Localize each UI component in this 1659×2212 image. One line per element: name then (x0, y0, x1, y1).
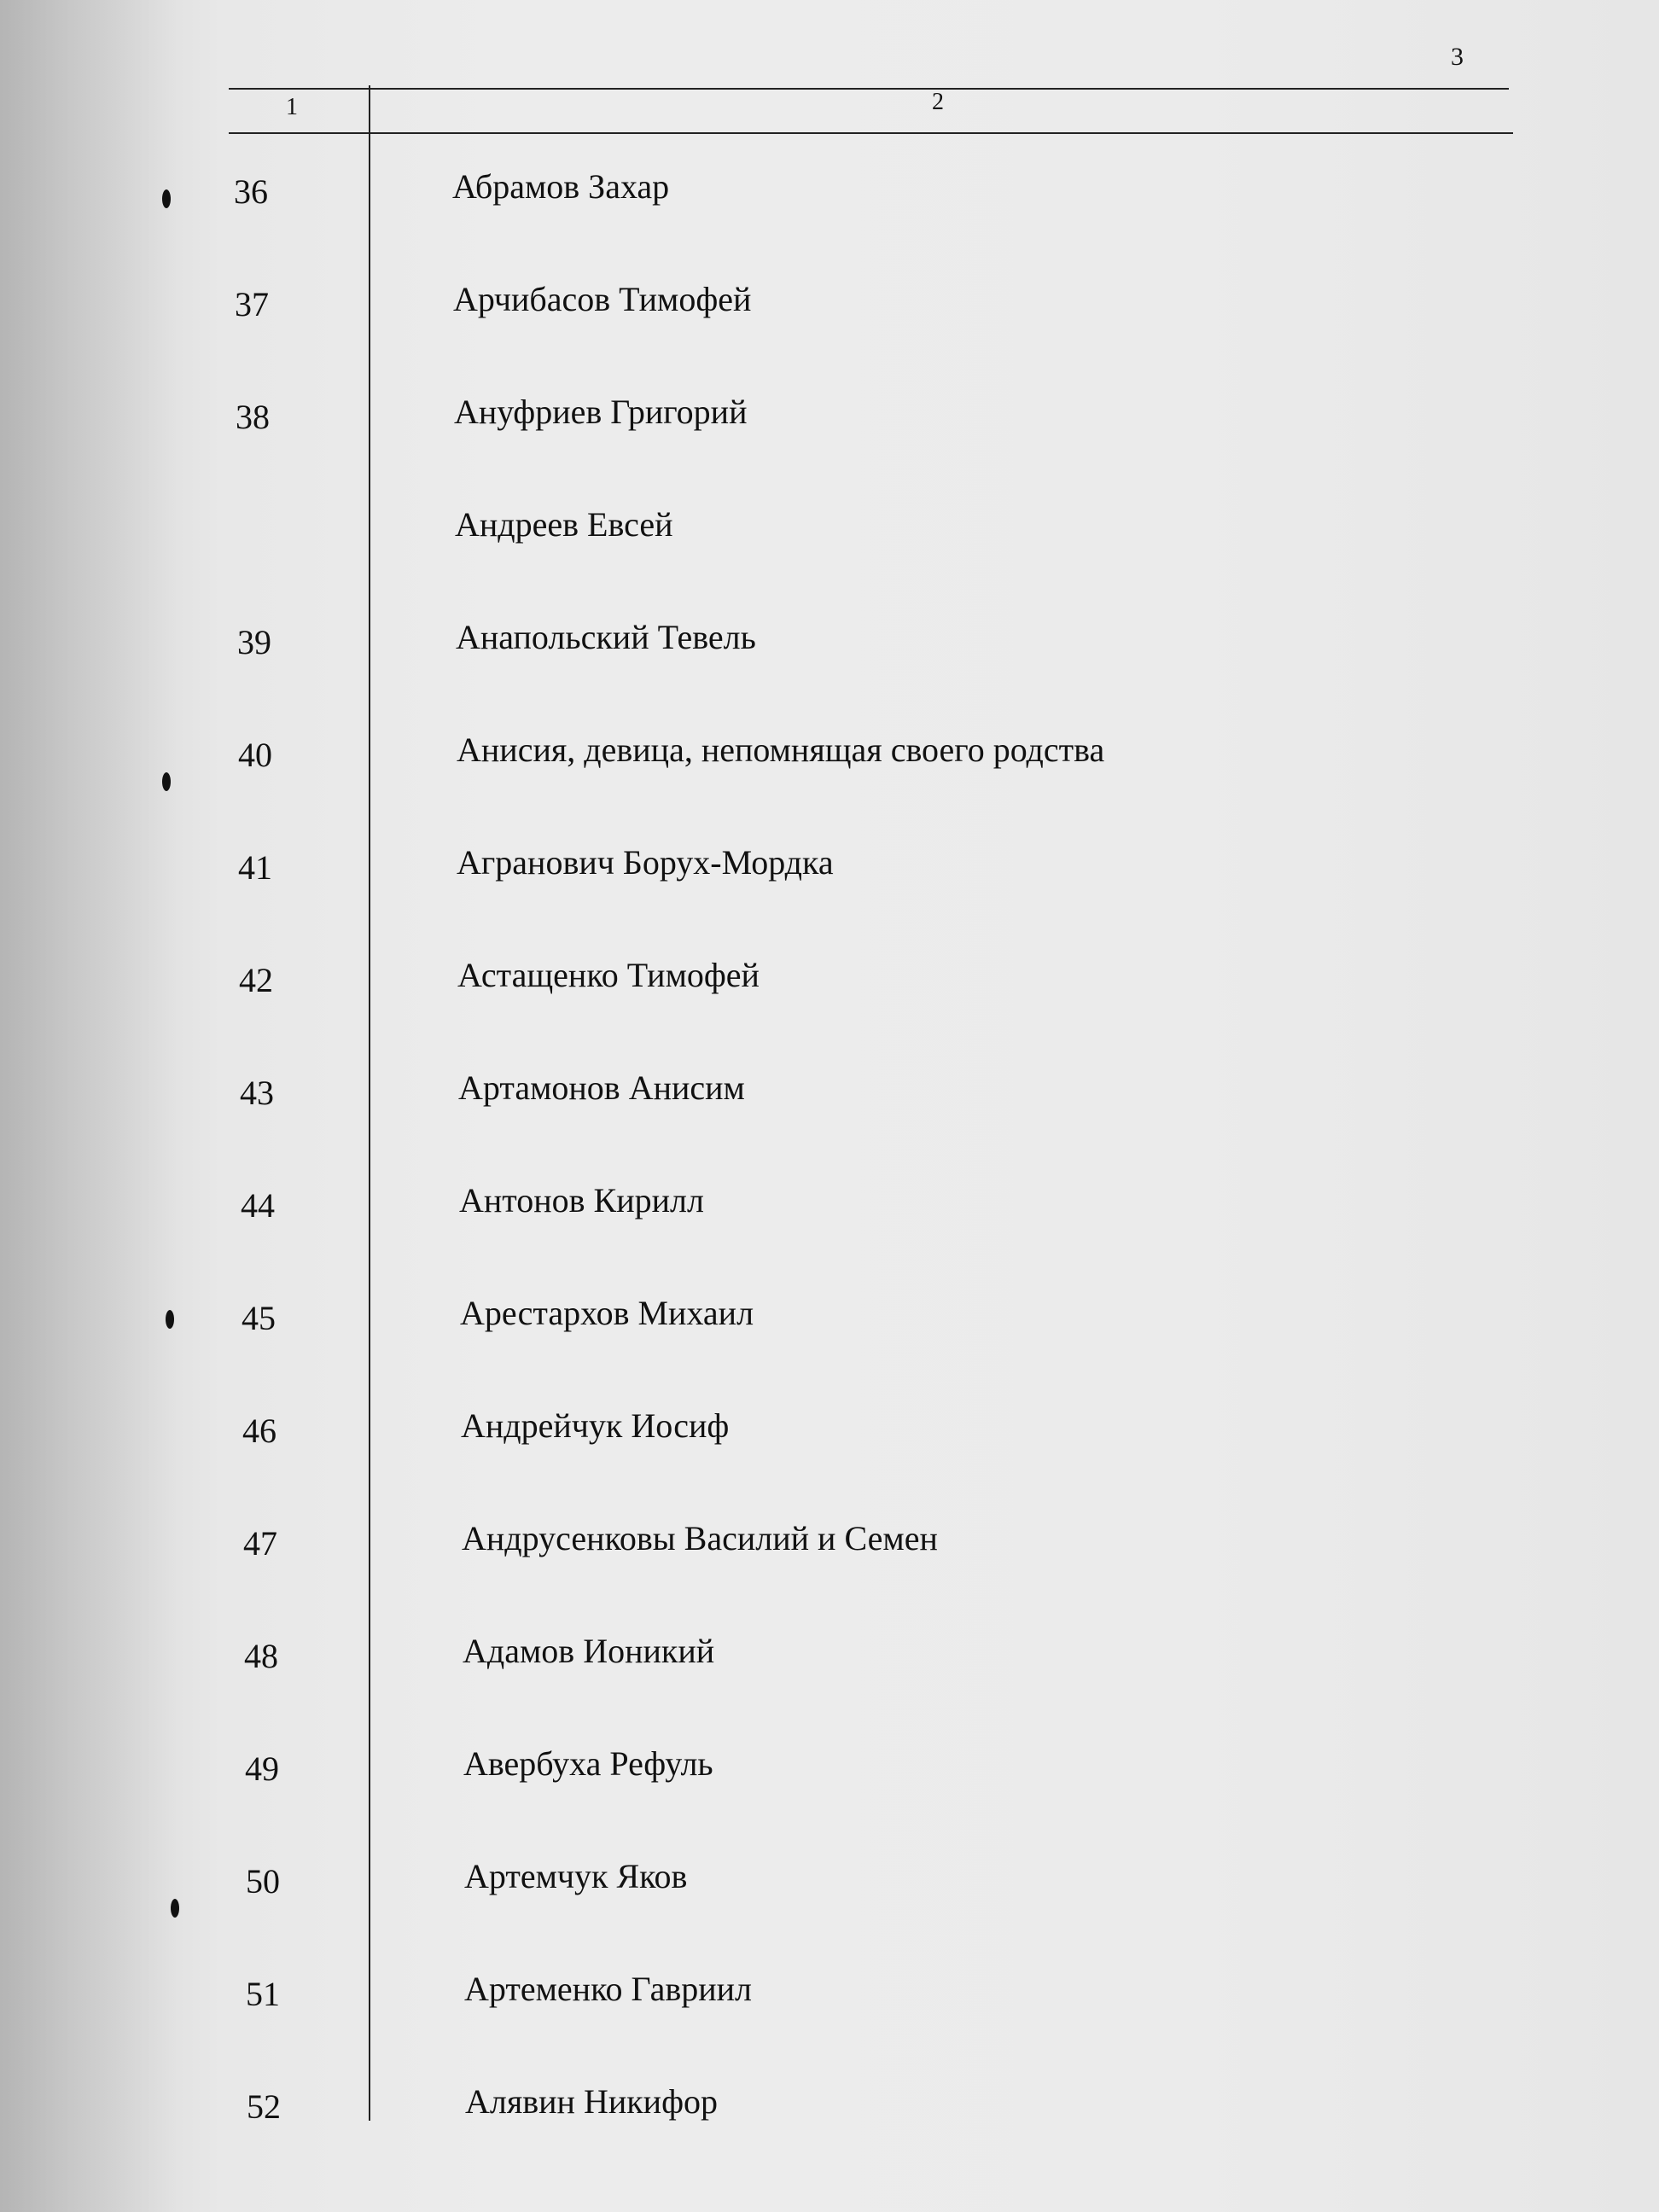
row-name: Авербуха Рефуль (463, 1744, 713, 1783)
row-number: 50 (246, 1862, 280, 1901)
binding-hole (162, 772, 171, 791)
row-name: Абрамов Захар (452, 167, 670, 206)
row-name: Андреев Евсей (455, 505, 673, 544)
binding-hole (171, 1899, 179, 1918)
row-number: 38 (236, 398, 270, 436)
row-number: 36 (234, 172, 268, 211)
row-name: Анисия, девица, непомнящая своего родства (457, 731, 1105, 769)
binding-hole (166, 1310, 174, 1329)
row-name: Алявин Никифор (465, 2082, 718, 2121)
row-name: Артеменко Гавриил (464, 1970, 753, 2008)
row-number: 41 (238, 848, 272, 887)
row-name: Андрейчук Иосиф (461, 1406, 730, 1445)
column-header-2: 2 (932, 89, 944, 115)
column-header-1: 1 (286, 94, 298, 120)
row-number: 46 (242, 1412, 276, 1450)
row-name: Артемчук Яков (464, 1857, 688, 1895)
row-number: 49 (245, 1749, 279, 1788)
row-name: Адамов Ионикий (463, 1632, 715, 1670)
page-number: 3 (1451, 43, 1464, 71)
row-name: Антонов Кирилл (459, 1181, 704, 1220)
row-number: 39 (237, 623, 271, 661)
row-name: Арестархов Михаил (460, 1294, 754, 1332)
row-name: Агранович Борух-Мордка (457, 843, 834, 882)
row-number: 47 (243, 1524, 277, 1563)
row-number: 43 (240, 1074, 274, 1112)
row-number: 48 (244, 1637, 278, 1675)
row-name: Ануфриев Григорий (454, 393, 748, 431)
row-number: 44 (241, 1186, 275, 1225)
row-name: Арчибасов Тимофей (453, 280, 752, 318)
row-name: Андрусенковы Василий и Семен (462, 1519, 938, 1557)
row-name: Артамонов Анисим (458, 1068, 745, 1107)
table-column-divider (369, 85, 370, 2121)
row-name: Астащенко Тимофей (457, 956, 760, 994)
row-number: 52 (247, 2087, 281, 2126)
row-number: 40 (238, 736, 272, 774)
row-number: 51 (246, 1975, 280, 2013)
table-header-rule (229, 132, 1513, 134)
table-top-rule (229, 88, 1509, 90)
row-number: 37 (235, 285, 269, 323)
binding-hole (162, 189, 171, 208)
row-number: 42 (239, 961, 273, 999)
row-name: Анапольский Тевель (456, 618, 756, 656)
row-number: 45 (242, 1299, 276, 1337)
binding-shadow (0, 0, 179, 2212)
